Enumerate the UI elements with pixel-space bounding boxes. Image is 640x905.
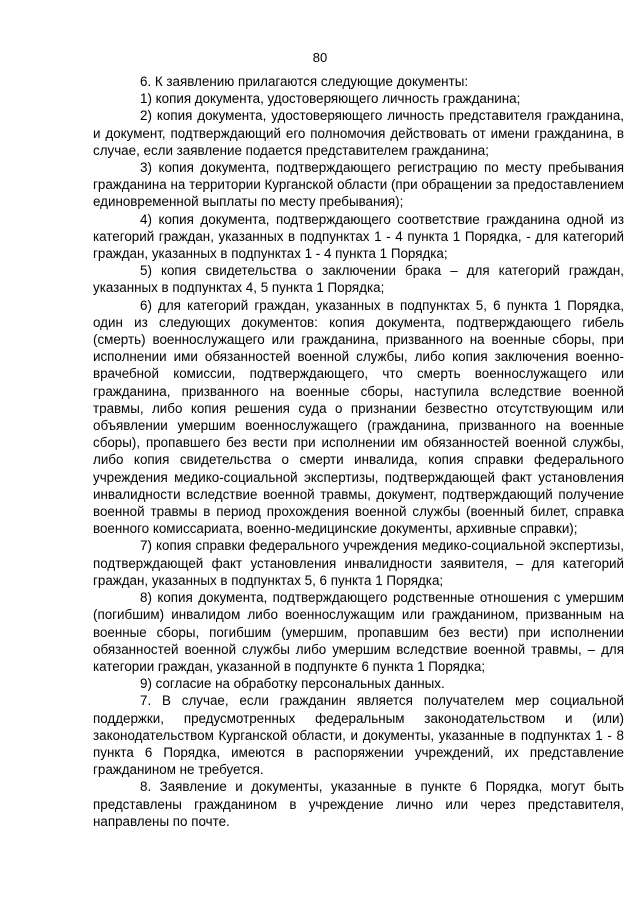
paragraph-item-8: 8. Заявление и документы, указанные в пункте 6 Порядка, могут быть представлены гражданином в учреждение лично или через представителя, направлены по почте. [93, 779, 624, 829]
list-item-7: 7) копия справки федерального учреждения медико-социальной экспертизы, подтверждающей факт установления инвалидности заявителя, – для категорий граждан, указанных в подпунктах 5, 6 пункта 1 Порядка; [93, 538, 624, 588]
list-item-9: 9) согласие на обработку персональных данных. [140, 676, 445, 692]
list-item-8: 8) копия документа, подтверждающего родственные отношения с умершим (погибшим) инвалидом либо военнослужащим или гражданином, призванным на военные сборы, погибшим (умершим, пропавшим без вести) при исполнении обязанностей военной службы либо умершим вследствие военной травмы, – для категории граждан, указанной в подпункте 6 пункта 1 Порядка; [93, 590, 624, 674]
list-item-5: 5) копия свидетельства о заключении брака – для категорий граждан, указанных в подпунктах 4, 5 пункта 1 Порядка; [93, 263, 624, 296]
list-item-6: 6) для категорий граждан, указанных в подпунктах 5, 6 пункта 1 Порядка, один из следующих документов: копия документа, подтверждающего гибель (смерть) военнослужащего или гражданина, призванного на военные сборы, при исполнении ими обязанностей военной службы, либо копия заключения военно-врачебной комиссии, подтверждающего, что смерть военнослужащего или гражданина, призванного на военные сборы, наступила вследствие военной травмы, либо копия решения суда о признании безвестно отсутствующим или объявлении умершим военнослужащего (гражданина, призванного на военные сборы), пропавшего без вести при исполнении им обязанностей военной службы, либо копия свидетельства о смерти инвалида, копия справки федерального учреждения медико-социальной экспертизы, подтверждающей факт установления инвалидности вследствие военной травмы, документ, подтверждающий получение военной травмы в период прохождения военной службы (военный билет, справка военного комиссариата, военно-медицинские документы, архивные справки); [93, 297, 624, 537]
page-number: 80 [312, 50, 328, 65]
list-item-3: 3) копия документа, подтверждающего регистрацию по месту пребывания гражданина на территории Курганской области (при обращении за предоставлением единовременной выплаты по месту пребывания); [93, 160, 624, 210]
list-item-1: 1) копия документа, удостоверяющего личность гражданина; [140, 91, 521, 107]
list-item-2: 2) копия документа, удостоверяющего личность представителя гражданина, и документ, подтверждающий его полномочия действовать от имени гражданина, в случае, если заявление подается представителем гражданина; [93, 108, 624, 158]
paragraph-item-7: 7. В случае, если гражданин является получателем мер социальной поддержки, предусмотренных федеральным законодательством и (или) законодательством Курганской области, и документы, указанные в подпунктах 1 - 8 пункта 6 Порядка, имеются в распоряжении учреждений, их представление гражданином не требуется. [93, 693, 624, 778]
paragraph-item-6-heading: 6. К заявлению прилагаются следующие документы: [140, 74, 469, 89]
document-body [93, 73, 624, 830]
list-item-4: 4) копия документа, подтверждающего соответствие гражданина одной из категорий граждан, указанных в подпунктах 1 - 4 пункта 1 Порядка, - для категорий граждан, указанных в подпунктах 1 - 4 пункта 1 Порядка; [93, 211, 624, 262]
